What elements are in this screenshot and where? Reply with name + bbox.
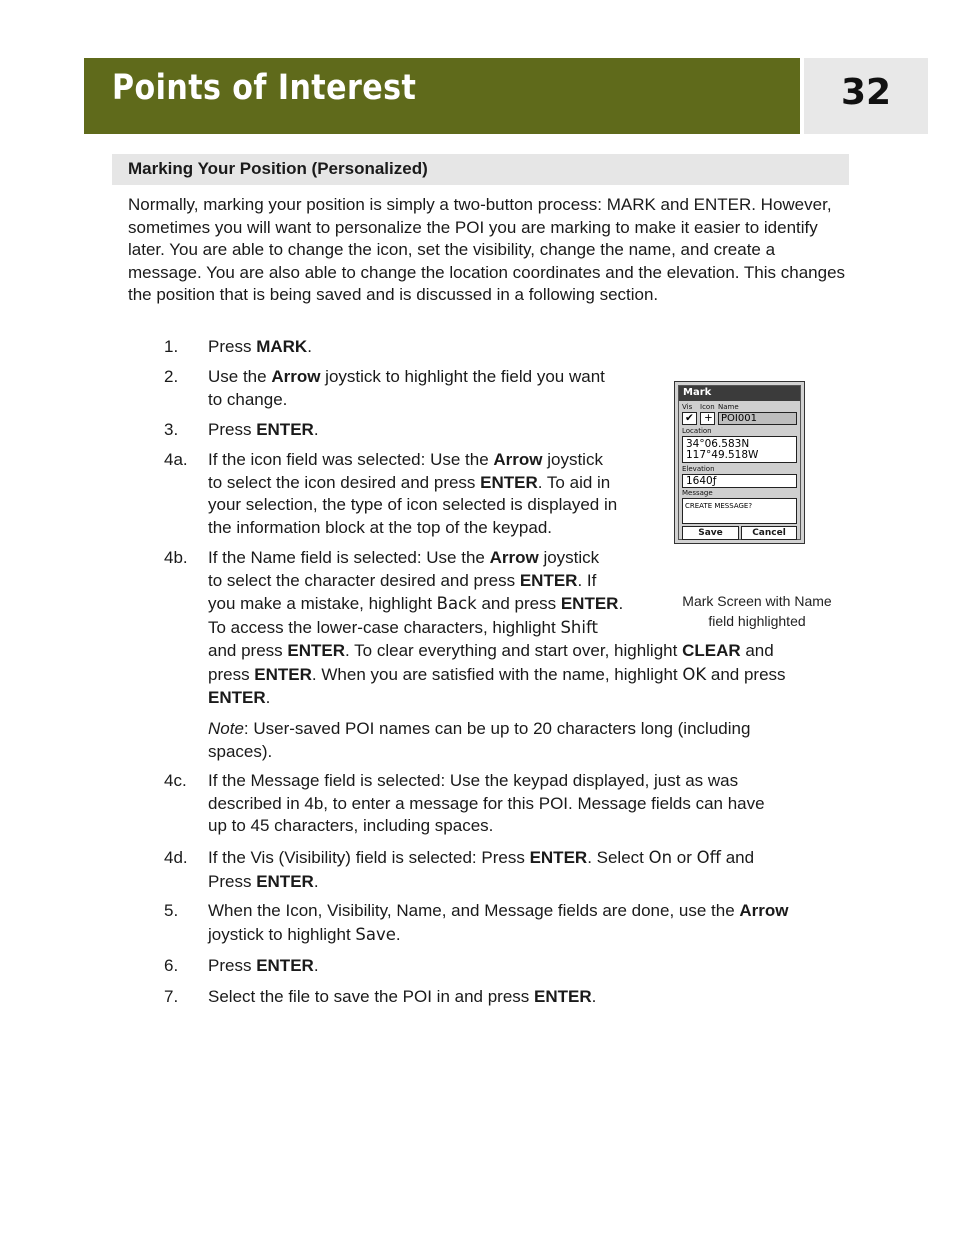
name-field[interactable] [718, 412, 797, 425]
elevation-label: Elevation [682, 465, 715, 473]
key-label: Arrow [271, 367, 321, 386]
step-text: joystick to highlight Save. [208, 925, 401, 944]
step-number: 5. [164, 901, 179, 920]
step-text: Press ENTER. [208, 872, 319, 891]
step-text: to select the character desired and press ENTER. If [208, 570, 597, 590]
step-text: Select the file to save the POI in and press ENTER. [208, 987, 597, 1006]
note: spaces). [208, 741, 273, 761]
icon-label: Icon [700, 403, 715, 411]
step-number: 4d. [164, 848, 188, 867]
elevation-value: 1640ƒ [686, 475, 717, 487]
ui-label: On [648, 848, 673, 867]
key-label: Arrow [489, 548, 539, 567]
step-number: 2. [164, 367, 179, 386]
name-label: Name [718, 403, 739, 411]
location-field[interactable] [682, 436, 797, 463]
caption-line: field highlighted [708, 612, 806, 629]
step-text: to select the icon desired and press ENTER. To aid in [208, 472, 611, 492]
page-number-box [804, 58, 928, 134]
step-text: described in 4b, to enter a message for this POI. Message fields can have [208, 793, 765, 813]
check-icon: ✔ [685, 412, 694, 424]
key-label: ENTER [256, 872, 314, 891]
ui-label: Shift [560, 618, 598, 637]
key-label: ENTER [287, 641, 346, 660]
step-text: and press ENTER. To clear everything and start over, highlight CLEAR and [208, 641, 774, 660]
step-text: If the Message field is selected: Use the keypad displayed, just as was [208, 771, 739, 790]
note: Note: User-saved POI names can be up to 20 characters long (including [208, 719, 751, 738]
key-label: ENTER [480, 472, 538, 492]
figure-caption [666, 592, 848, 631]
key-label: ENTER [256, 420, 314, 439]
latitude-value: 34°06.583N [686, 438, 750, 450]
key-label: ENTER [534, 987, 592, 1006]
ui-label: Save [355, 925, 396, 944]
page-title: Points of Interest [112, 68, 417, 108]
note-label: Note [208, 719, 244, 738]
header-bar [84, 58, 800, 134]
step-text: you make a mistake, highlight Back and press ENTER. [208, 594, 624, 613]
vis-field[interactable] [682, 412, 697, 425]
key-label: ENTER [519, 570, 578, 590]
section-heading-bar [112, 154, 849, 185]
step-text: ENTER. [208, 688, 271, 707]
cancel-button[interactable]: Cancel [741, 526, 797, 540]
key-label: Arrow [739, 901, 789, 920]
step-text: If the Vis (Visibility) field is selected: Press ENTER. Select On or Off and [208, 848, 755, 867]
icon-field[interactable] [700, 412, 715, 425]
key-label: ENTER [560, 594, 619, 613]
step-text: the information block at the top of the keypad. [208, 517, 552, 537]
intro-paragraph: Normally, marking your position is simply a two-button process: MARK and ENTER. However, sometimes you will want to personalize the POI you are marking to make it easier to identify later. You are able to change the icon, set the visibility, change the name, and create a message. You are also able to change the location coordinates and the elevation. This changes the position that is being saved and is discussed in a following section. [128, 195, 846, 304]
step-number: 1. [164, 337, 179, 356]
step-text: your selection, the type of icon selected is displayed in [208, 495, 618, 514]
step-text: Press ENTER. [208, 420, 319, 439]
step-text: If the Name field is selected: Use the Arrow joystick [208, 548, 600, 567]
key-label: ENTER [254, 665, 312, 684]
step-number: 4c. [164, 771, 187, 790]
step-text: To access the lower-case characters, highlight Shift [208, 618, 598, 637]
step-number: 7. [164, 987, 179, 1006]
caption-line: Mark Screen with Name [682, 593, 832, 609]
vis-label: Vis [682, 403, 693, 411]
device-screen [678, 385, 801, 540]
message-label: Message [682, 489, 713, 497]
page-number: 32 [840, 72, 892, 113]
ui-label: OK [682, 665, 707, 684]
name-value: POI001 [721, 413, 757, 424]
step-text: Use the Arrow joystick to highlight the field you want [208, 367, 605, 386]
message-value: CREATE MESSAGE? [685, 502, 753, 510]
step-text: up to 45 characters, including spaces. [208, 816, 494, 835]
longitude-value: 117°49.518W [686, 449, 759, 461]
key-label: ENTER [529, 848, 588, 867]
step-number: 4a. [164, 450, 188, 469]
message-field[interactable] [682, 498, 797, 524]
mark-screen-figure [674, 381, 805, 544]
key-label: MARK [256, 337, 308, 356]
screen-title: Mark [683, 387, 712, 398]
key-label: Arrow [493, 450, 543, 469]
elevation-field[interactable] [682, 474, 797, 488]
step-text: press ENTER. When you are satisfied with the name, highlight OK and press [208, 665, 786, 684]
location-label: Location [682, 427, 712, 435]
key-label: ENTER [256, 956, 314, 975]
step-text: If the icon field was selected: Use the Arrow joystick [208, 450, 603, 469]
step-text: Press ENTER. [208, 956, 319, 975]
ui-label: Off [696, 848, 721, 867]
screen-titlebar [679, 386, 800, 401]
key-label: CLEAR [682, 641, 741, 660]
step-text: When the Icon, Visibility, Name, and Message fields are done, use the Arrow [208, 901, 789, 920]
ui-label: Back [436, 594, 477, 613]
step-text: Press MARK. [208, 337, 312, 356]
step-number: 4b. [164, 548, 188, 567]
step-number: 6. [164, 956, 179, 975]
step-number: 3. [164, 420, 179, 439]
save-button[interactable]: Save [682, 526, 739, 540]
key-label: ENTER [208, 688, 266, 707]
section-title: Marking Your Position (Personalized) [128, 159, 428, 178]
step-text: to change. [208, 389, 288, 409]
crosshair-icon: + [704, 412, 713, 424]
